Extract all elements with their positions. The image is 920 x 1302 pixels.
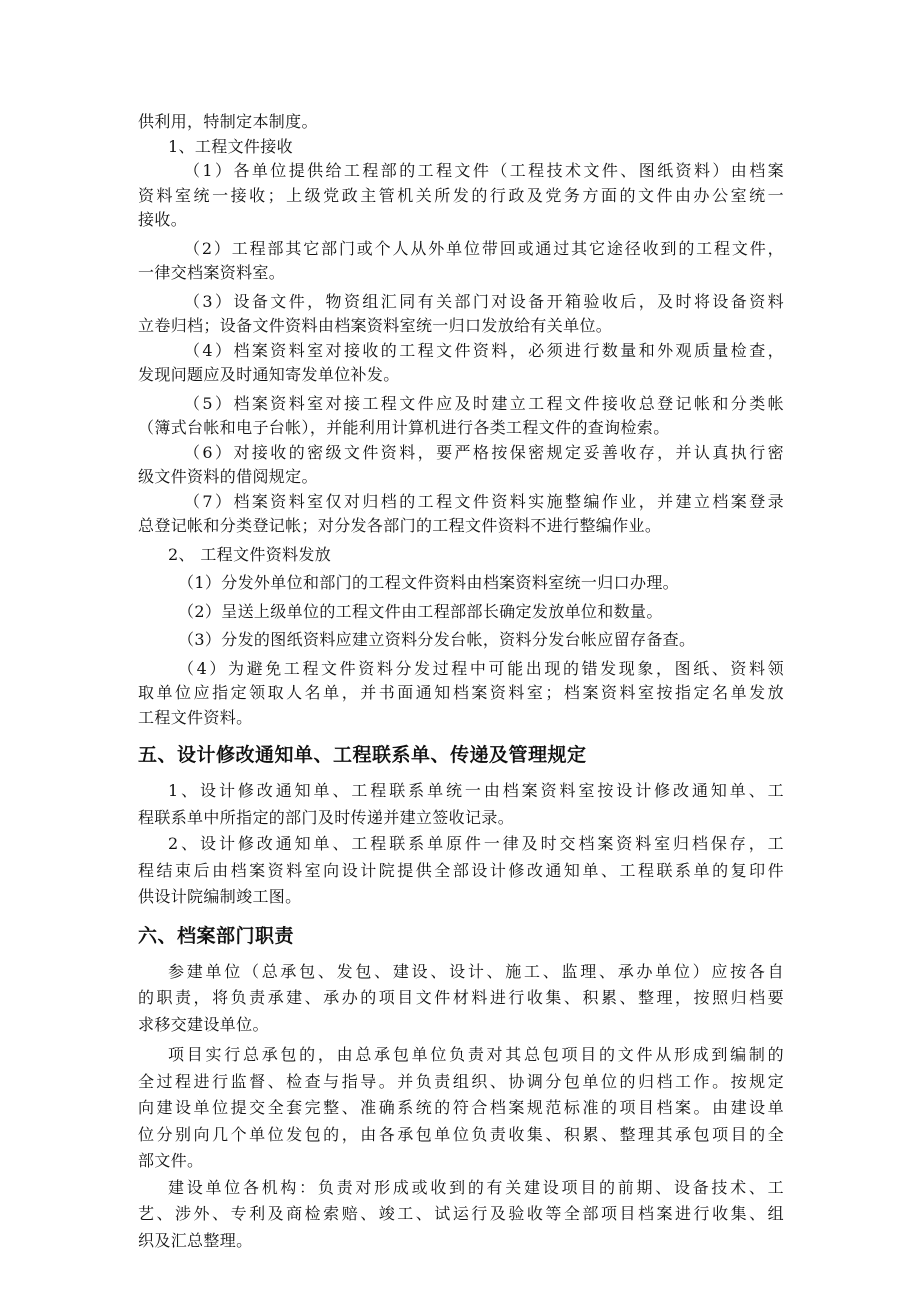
- section-5-paragraph-2: [138, 831, 784, 911]
- text-line: 向建设单位提交全套完整、准确系统的符合档案规范标准的项目档案。由建设单: [138, 1098, 784, 1117]
- text-line: 程结束后由档案资料室向设计院提供全部设计修改通知单、工程联系单的复印件: [138, 860, 784, 880]
- text-line: （6）对接收的密级文件资料，要严格按保密规定妥善收存，并认真执行密: [184, 442, 784, 462]
- distribution-item-4: [138, 657, 784, 731]
- text-line: 艺、涉外、专利及商检索赔、竣工、试运行及验收等全部项目档案进行收集、组: [138, 1204, 784, 1223]
- section-5-paragraph-1: [138, 778, 784, 831]
- text-line: 工程文件资料。: [138, 707, 253, 727]
- receipt-item-3: [138, 290, 784, 339]
- text-line: （1）分发外单位和部门的工程文件资料由档案资料室统一归口办理。: [178, 573, 680, 592]
- text-line: 发现问题应及时通知寄发单位补发。: [138, 365, 400, 384]
- document-page: [138, 110, 784, 1254]
- section-6-paragraph-3: [138, 1175, 784, 1255]
- text-line: 级文件资料的借阅规定。: [138, 467, 318, 486]
- text-line: （4）为避免工程文件资料分发过程中可能出现的错发现象，图纸、资料领: [178, 658, 784, 678]
- text-line: 全过程进行监督、检查与指导。并负责组织、协调分包单位的归档工作。按规定: [138, 1071, 784, 1091]
- text-line: （4）档案资料室对接收的工程文件资料，必须进行数量和外观质量检查，: [184, 340, 784, 360]
- section-6-title: 六、档案部门职责: [138, 924, 295, 947]
- text-line: 供利用，特制定本制度。: [138, 112, 318, 131]
- text-line: 建设单位各机构：负责对形成或收到的有关建设项目的前期、设备技术、工: [168, 1177, 784, 1197]
- text-line: 总登记帐和分类登记帐；对分发各部门的工程文件资料不进行整编作业。: [138, 516, 662, 535]
- receipt-item-4: [138, 339, 784, 388]
- text-line: 1、工程文件接收: [168, 136, 293, 156]
- text-line: 一律交档案资料室。: [138, 263, 286, 282]
- subheading-file-distribution: [138, 543, 784, 568]
- text-line: 2、 工程文件资料发放: [168, 544, 332, 564]
- text-line: （簿式台帐和电子台帐），并能利用计算机进行各类工程文件的查询检索。: [138, 418, 670, 437]
- text-line: 项目实行总承包的，由总承包单位负责对其总包项目的文件从形成到编制的: [168, 1045, 784, 1064]
- text-line: 位分别向几个单位发包的，由各承包单位负责收集、积累、整理其承包项目的全: [138, 1124, 784, 1144]
- receipt-item-6: [138, 441, 784, 490]
- receipt-item-2: [138, 237, 784, 286]
- receipt-item-5: [138, 392, 784, 441]
- text-line: 2、设计修改通知单、工程联系单原件一律及时交档案资料室归档保存，工: [168, 834, 784, 853]
- text-line: 求移交建设单位。: [138, 1014, 269, 1034]
- receipt-item-1: [138, 159, 784, 233]
- text-line: 取单位应指定领取人名单，并书面通知档案资料室；档案资料室按指定名单发放: [138, 683, 784, 702]
- text-line: （7）档案资料室仅对归档的工程文件资料实施整编作业，并建立档案登录: [184, 491, 784, 511]
- text-line: 接收。: [138, 210, 188, 229]
- text-line: 的职责，将负责承建、承办的项目文件材料进行收集、积累、整理，按照归档要: [138, 988, 784, 1007]
- receipt-item-7: [138, 490, 784, 539]
- text-line: 织及汇总整理。: [138, 1230, 253, 1250]
- text-line: 参建单位（总承包、发包、建设、设计、施工、监理、承办单位）应按各自: [168, 961, 784, 981]
- text-line: 程联系单中所指定的部门及时传递并建立签收记录。: [138, 807, 515, 827]
- text-line: 供设计院编制竣工图。: [138, 887, 302, 906]
- intro-paragraph: [138, 110, 784, 135]
- text-line: 部文件。: [138, 1151, 204, 1170]
- distribution-item-2: [138, 600, 784, 625]
- subheading-file-receipt: [138, 135, 784, 160]
- text-line: 资料室统一接收；上级党政主管机关所发的行政及党务方面的文件由办公室统一: [138, 185, 784, 205]
- text-line: 立卷归档；设备文件资料由档案资料室统一归口发放给有关单位。: [138, 316, 613, 335]
- text-line: （2）工程部其它部门或个人从外单位带回或通过其它途径收到的工程文件，: [184, 238, 784, 258]
- text-line: （2）呈送上级单位的工程文件由工程部部长确定发放单位和数量。: [178, 601, 663, 621]
- text-line: （3）分发的图纸资料应建立资料分发台帐，资料分发台帐应留存备查。: [178, 630, 696, 649]
- text-line: （5）档案资料室对接工程文件应及时建立工程文件接收总登记帐和分类帐: [184, 393, 784, 413]
- section-6-paragraph-2: [138, 1042, 784, 1175]
- distribution-item-3: [138, 628, 784, 653]
- section-6-paragraph-1: [138, 959, 784, 1039]
- text-line: 1、设计修改通知单、工程联系单统一由档案资料室按设计修改通知单、工: [168, 781, 784, 800]
- text-line: （1）各单位提供给工程部的工程文件（工程技术文件、图纸资料）由档案: [184, 161, 784, 180]
- distribution-item-1: [138, 571, 784, 596]
- section-5-title: 五、设计修改通知单、工程联系单、传递及管理规定: [138, 744, 587, 766]
- text-line: （3）设备文件，物资组汇同有关部门对设备开箱验收后，及时将设备资料: [184, 291, 784, 311]
